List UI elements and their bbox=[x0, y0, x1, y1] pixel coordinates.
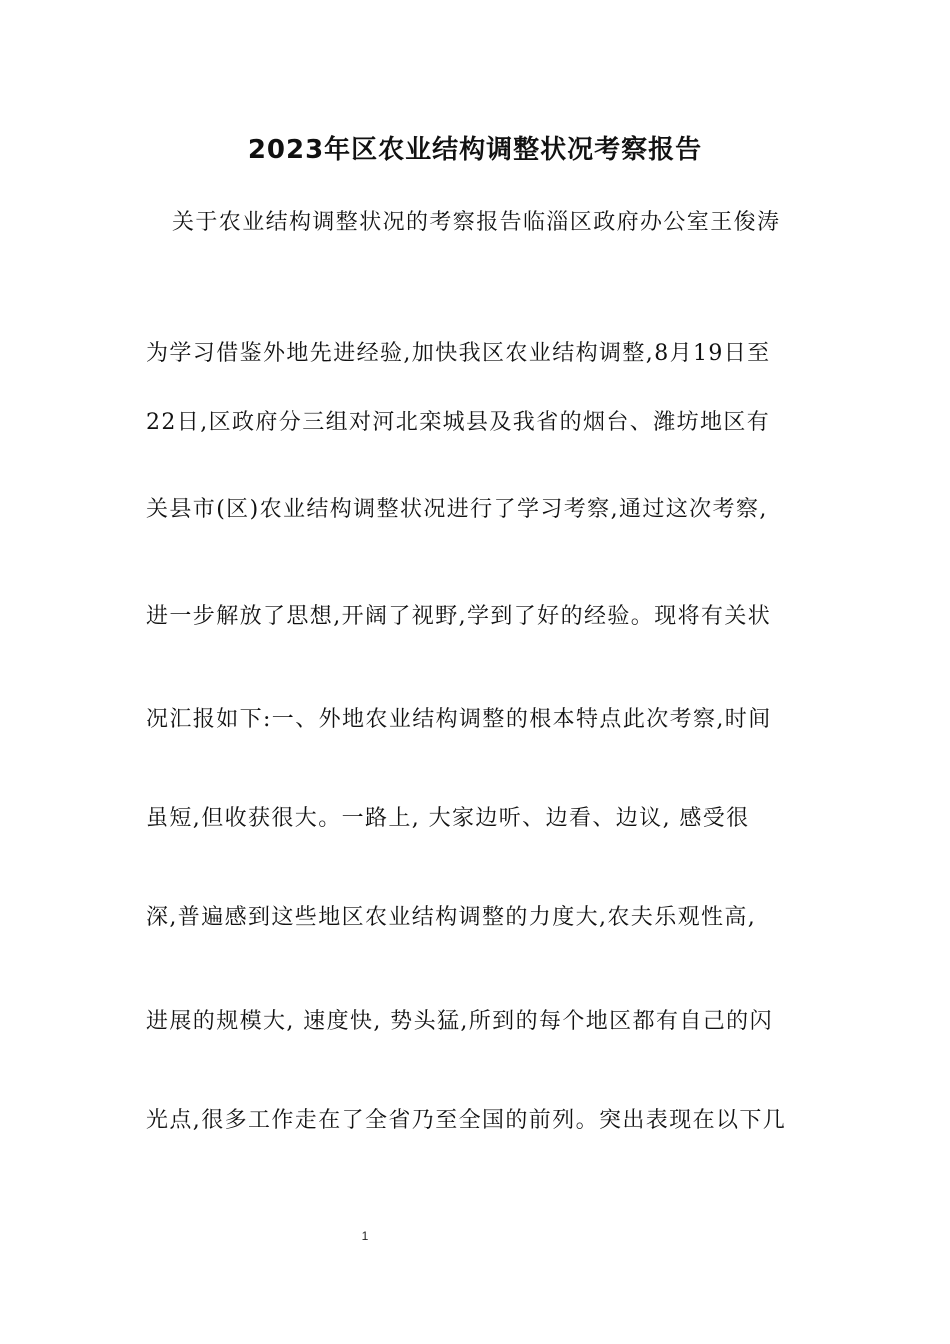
body-line: 为学习借鉴外地先进经验,加快我区农业结构调整,8月19日至 bbox=[146, 341, 771, 366]
body-line: 虽短,但收获很大。一路上, 大家边听、边看、边议, 感受很 bbox=[146, 806, 750, 831]
body-line: 光点,很多工作走在了全省乃至全国的前列。突出表现在以下几 bbox=[146, 1108, 787, 1133]
page-number: 1 bbox=[361, 1229, 369, 1243]
body-line: 深,普遍感到这些地区农业结构调整的力度大,农夫乐观性高, bbox=[146, 905, 757, 930]
body-line: 关县市(区)农业结构调整状况进行了学习考察,通过这次考察, bbox=[146, 497, 768, 522]
body-line: 进一步解放了思想,开阔了视野,学到了好的经验。现将有关状 bbox=[146, 604, 772, 629]
body-line: 22日,区政府分三组对河北栾城县及我省的烟台、潍坊地区有 bbox=[146, 410, 771, 435]
body-line: 关于农业结构调整状况的考察报告临淄区政府办公室王俊涛 bbox=[172, 210, 781, 235]
document-title: 2023年区农业结构调整状况考察报告 bbox=[247, 135, 703, 165]
body-line: 进展的规模大, 速度快, 势头猛,所到的每个地区都有自己的闪 bbox=[146, 1009, 773, 1034]
body-line: 况汇报如下:一、外地农业结构调整的根本特点此次考察,时间 bbox=[146, 707, 772, 732]
